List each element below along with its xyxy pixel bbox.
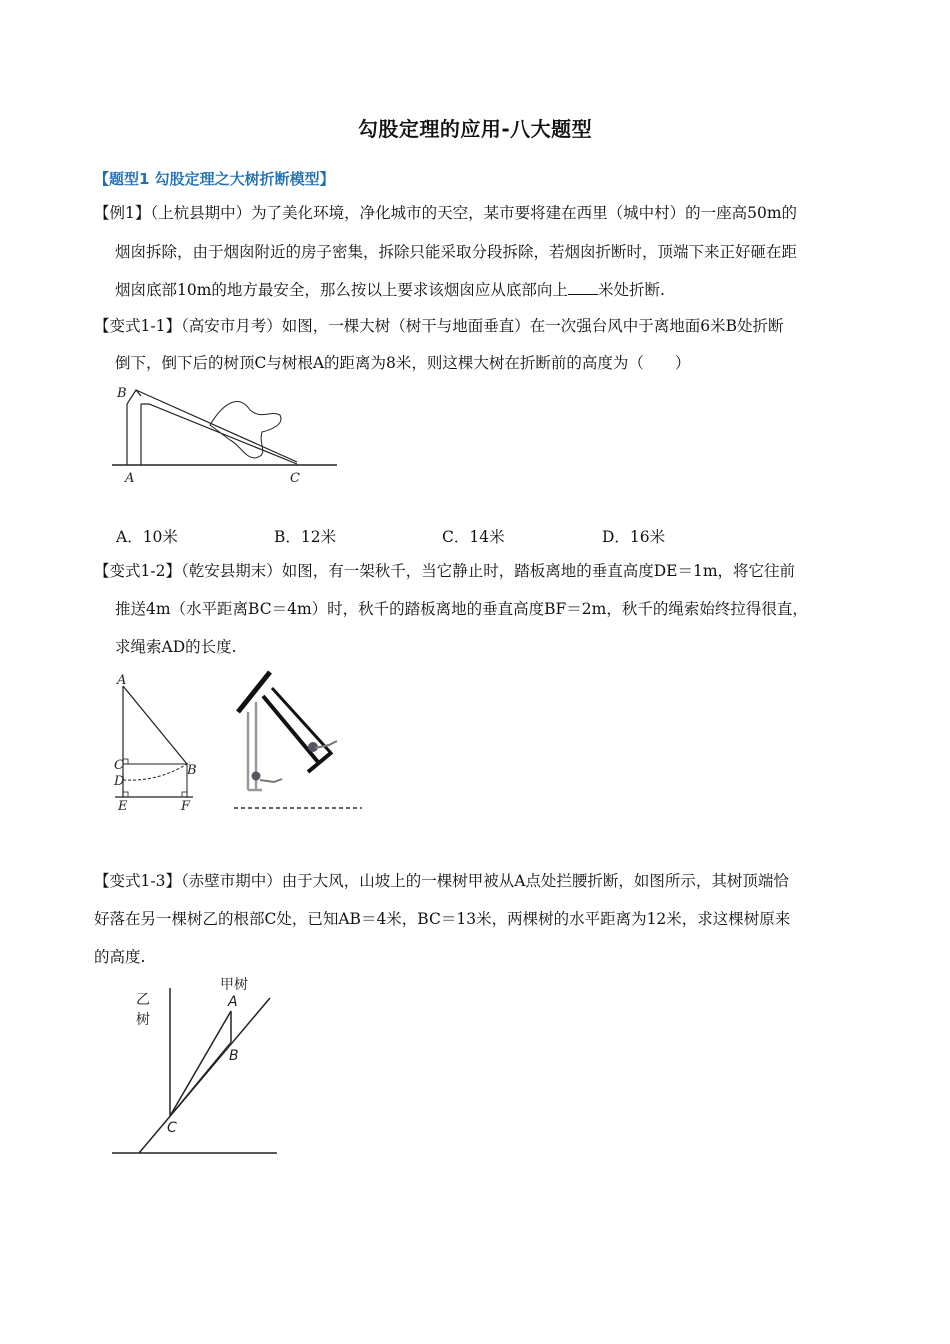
v12-line2: 推送4m（水平距离BC＝4m）时，秋千的踏板离地的垂直高度BF＝2m，秋千的绳索始终拉得很直， xyxy=(115,600,808,618)
v12-line1: 【变式1-2】（乾安县期末）如图，有一架秋千，当它静止时，踏板离地的垂直高度DE＝1m，将它往前 xyxy=(94,562,796,580)
v13-line3: 的高度. xyxy=(94,948,146,966)
v13-line1: 【变式1-3】（赤壁市期中）由于大风，山坡上的一棵树甲被从A点处拦腰折断，如图所示，其树顶端恰 xyxy=(94,872,789,890)
v11-line2: 倒下，倒下后的树顶C与树根A的距离为8米，则这棵大树在折断前的高度为（ ） xyxy=(115,354,691,372)
v12-label-e: E xyxy=(118,799,128,814)
v12-label-f: F xyxy=(181,799,191,814)
ex1-line2: 烟囱拆除，由于烟囱附近的房子密集，拆除只能采取分段拆除，若烟囱折断时，顶端下来正好砸在距 xyxy=(115,243,798,261)
page-title: 勾股定理的应用-八大题型 xyxy=(357,117,593,141)
section-heading: 【题型1 勾股定理之大树折断模型】 xyxy=(94,170,335,188)
v12-label-d: D xyxy=(114,774,125,789)
option-c[interactable]: C．14米 xyxy=(442,528,505,546)
option-a[interactable]: A．10米 xyxy=(116,528,178,546)
ex1-line3-start: 烟囱底部10m的地方最安全，那么按以上要求该烟囱应从底部向上 xyxy=(115,281,568,299)
v13-label-jia: 甲树 xyxy=(220,977,248,993)
v11-label-c: C xyxy=(290,471,300,486)
option-b[interactable]: B．12米 xyxy=(274,528,337,546)
v13-label-c: C xyxy=(167,1120,177,1136)
option-d[interactable]: D．16米 xyxy=(602,528,666,546)
v13-label-shu: 树 xyxy=(136,1012,150,1028)
v12-label-a: A xyxy=(117,673,127,688)
v13-line2: 好落在另一棵树乙的根部C处，已知AB＝4米，BC＝13米，两棵树的水平距离为12米，求这棵树原来 xyxy=(94,910,791,928)
v13-label-yi: 乙 xyxy=(136,992,150,1008)
ex1-line3-end: 米处折断. xyxy=(597,281,665,299)
v12-label-b: B xyxy=(187,763,197,778)
v11-label-b: B xyxy=(117,386,127,401)
v12-line3: 求绳索AD的长度. xyxy=(115,638,237,656)
v13-label-b: B xyxy=(229,1048,239,1064)
v12-label-c: C xyxy=(114,758,124,773)
v11-label-a: A xyxy=(125,471,135,486)
v13-label-a: A xyxy=(228,994,238,1010)
ex1-line1: 【例1】（上杭县期中）为了美化环境，净化城市的天空，某市要将建在西里（城中村）的一座高50m的 xyxy=(94,204,798,222)
v11-line1: 【变式1-1】（高安市月考）如图，一棵大树（树干与地面垂直）在一次强台风中于离地面6米B处折断 xyxy=(94,317,784,335)
